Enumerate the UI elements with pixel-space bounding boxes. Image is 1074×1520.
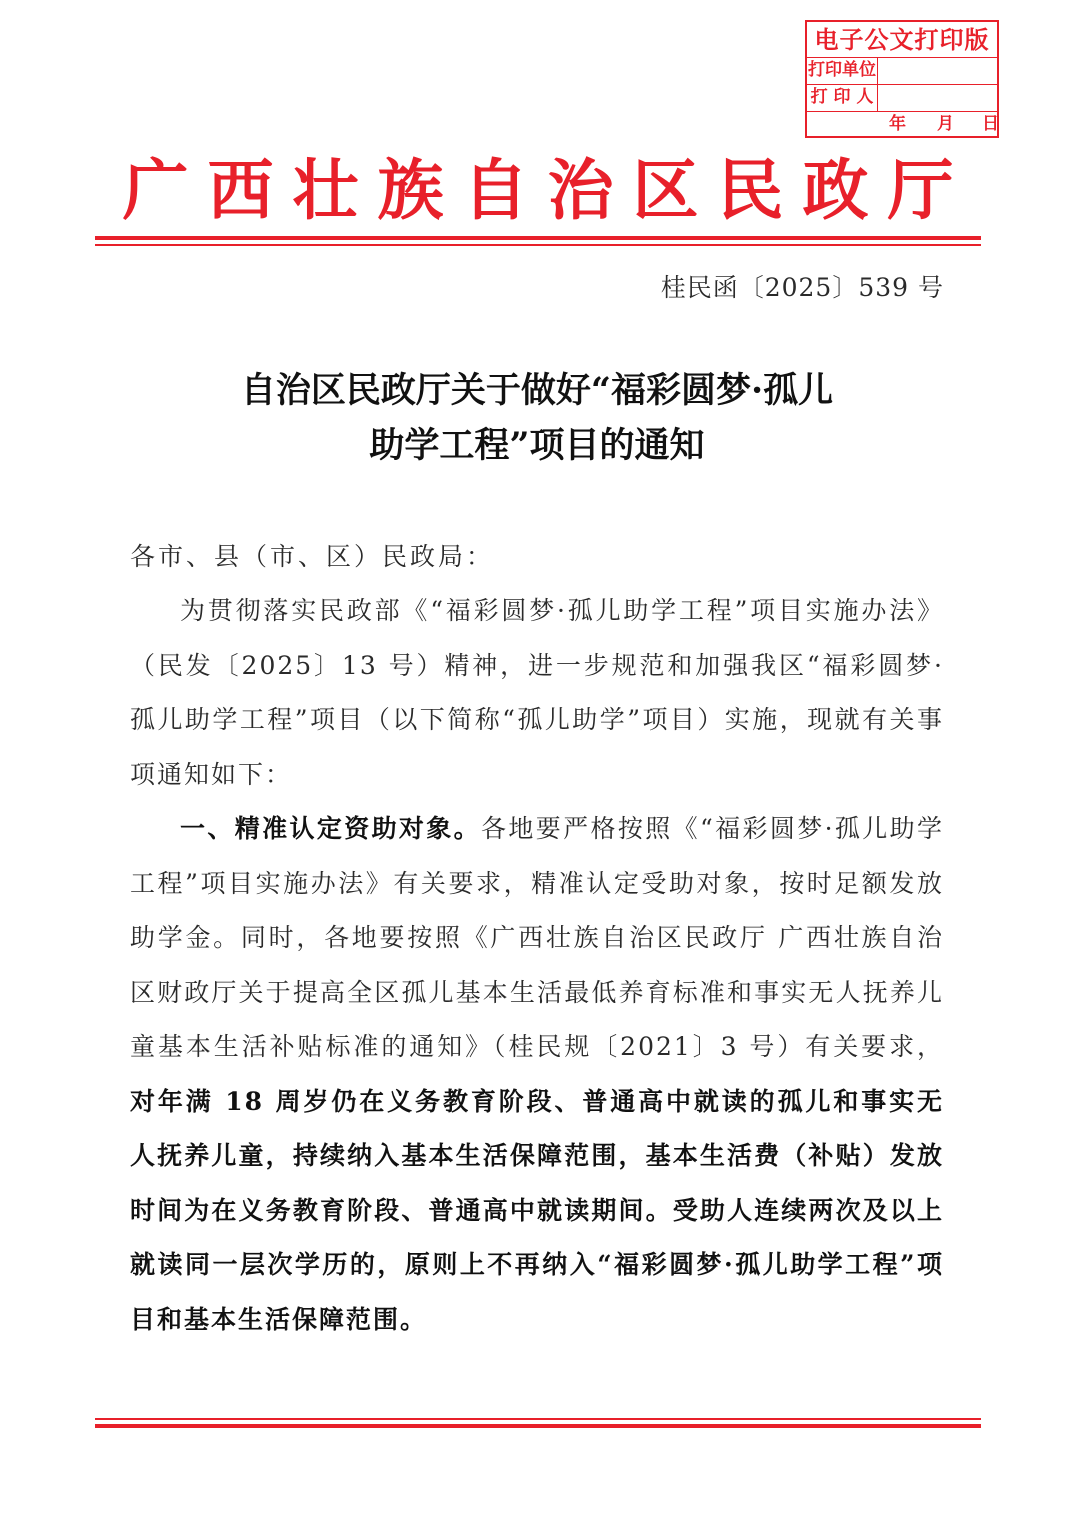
footer-rule-thick: [95, 1424, 981, 1428]
section1-paragraph: [130, 802, 944, 1347]
stamp-title: 电子公文打印版: [807, 22, 997, 58]
stamp-date-row: [807, 111, 997, 138]
stamp-year: 年: [889, 114, 906, 134]
document-number: 桂民函〔2025〕539 号: [660, 273, 944, 302]
document-title-line1: 自治区民政厅关于做好“福彩圆梦·孤儿: [240, 370, 834, 411]
header-rule-thick: [95, 236, 981, 240]
intro-paragraph: 为贯彻落实民政部《“福彩圆梦·孤儿助学工程”项目实施办法》（民发〔2025〕13 号）精神，进一步规范和加强我区“福彩圆梦·孤儿助学工程”项目（以下简称“孤儿助学”项目）实施，现就有关事项通知如下：: [130, 596, 944, 789]
print-stamp-box: [805, 20, 999, 138]
document-title-line2: 助学工程”项目的通知: [369, 425, 705, 466]
header-rule-thin: [95, 244, 981, 246]
stamp-day: 日: [982, 114, 999, 134]
stamp-person-label: 打 印 人: [807, 84, 878, 111]
agency-header: 广西壮族自治区民政厅: [122, 151, 973, 229]
section1-heading: 一、精准认定资助对象。: [180, 814, 482, 843]
footer-rule-thin: [95, 1418, 981, 1420]
salutation: 各市、县（市、区）民政局：: [130, 542, 495, 571]
stamp-person-row: [807, 84, 997, 112]
stamp-month: 月: [937, 114, 954, 134]
stamp-unit-row: [807, 57, 997, 85]
section1-bold-text: 对年满 18 周岁仍在义务教育阶段、普通高中就读的孤儿和事实无人抚养儿童，持续纳入基本生活保障范围，基本生活费（补贴）发放时间为在义务教育阶段、普通高中就读期间。受助人连续两次及以上就读同一层次学历的，原则上不再纳入“福彩圆梦·孤儿助学工程”项目和基本生活保障范围。: [130, 1086, 944, 1334]
stamp-unit-label: 打印单位: [807, 57, 878, 84]
section1-text: 各地要严格按照《“福彩圆梦·孤儿助学工程”项目实施办法》有关要求，精准认定受助对象，按时足额发放助学金。同时，各地要按照《广西壮族自治区民政厅 广西壮族自治区财政厅关于提高全区孤儿基本生活最低养育标准和事实无人抚养儿童基本生活补贴标准的通知》（桂民规〔2021〕3 号）有关要求，: [130, 814, 944, 1061]
